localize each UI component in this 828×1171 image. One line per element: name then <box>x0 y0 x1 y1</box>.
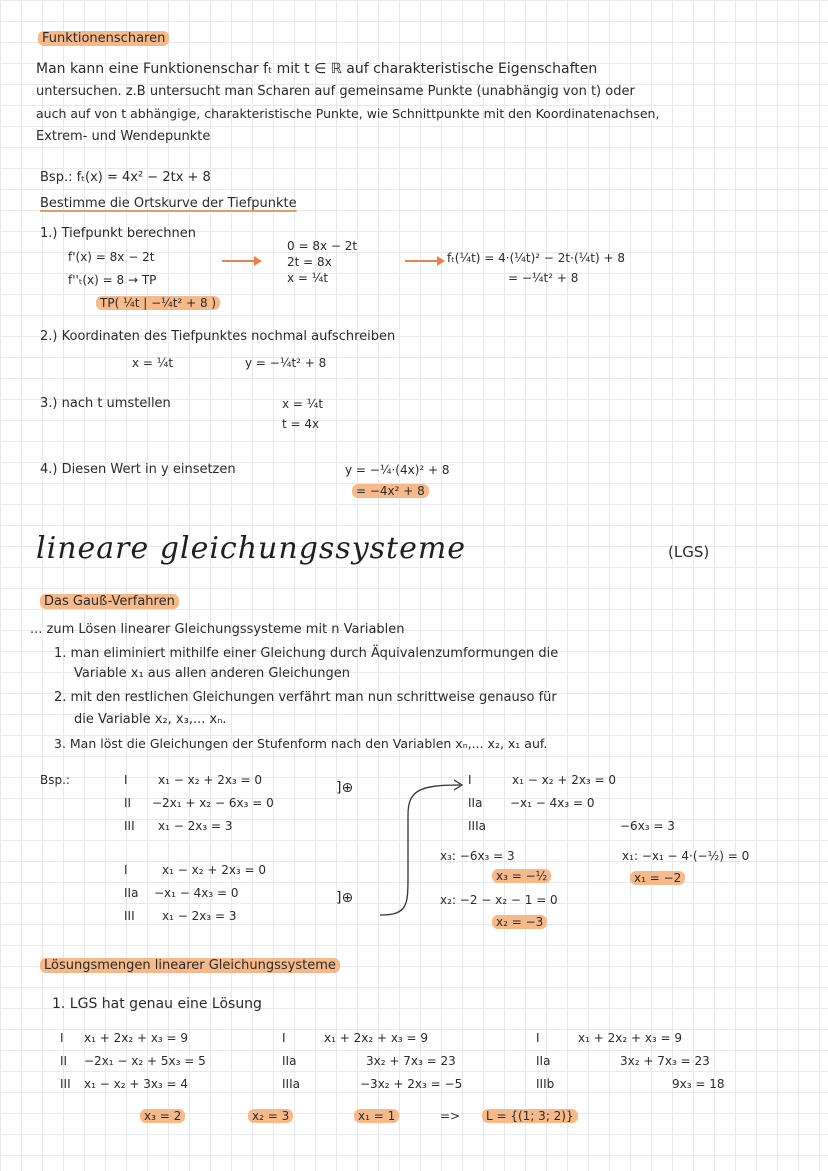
section-title-loesungsmengen: Lösungsmengen linearer Gleichungssysteme <box>40 958 340 974</box>
solve-x2-result: x₂ = −3 <box>492 914 547 930</box>
step1-eq-3: x = ¼t <box>287 271 329 285</box>
arrow-right-icon <box>405 260 443 262</box>
sysA-row-2: −2x₁ − x₂ + 5x₃ = 5 <box>84 1054 206 1068</box>
example-function: Bsp.: fₜ(x) = 4x² − 2tx + 8 <box>40 170 211 185</box>
step3-label: 3.) nach t umstellen <box>40 396 171 411</box>
step4-line-2: = −4x² + 8 <box>352 483 429 499</box>
intro-line-4: Extrem- und Wendepunkte <box>36 129 211 144</box>
task-ortskurve: Bestimme die Ortskurve der Tiefpunkte <box>40 196 297 211</box>
sys2-row-2: −x₁ − 4x₃ = 0 <box>154 886 239 900</box>
step1-first-derivative: f'(x) = 8x − 2t <box>68 250 155 264</box>
step1-second-derivative: f''ₜ(x) = 8 → TP <box>68 273 157 287</box>
sys3-label-IIIa: IIIa <box>468 819 486 833</box>
sys2-row-1: x₁ − x₂ + 2x₃ = 0 <box>162 863 267 877</box>
sys3-row-1: x₁ − x₂ + 2x₃ = 0 <box>512 773 617 787</box>
sys1-row-3: x₁ − 2x₃ = 3 <box>158 819 233 833</box>
step1-eq-1: 0 = 8x − 2t <box>287 239 358 253</box>
sys1-label-I: I <box>124 773 128 787</box>
sys3-label-I: I <box>468 773 472 787</box>
sysB-row-2: 3x₂ + 7x₃ = 23 <box>366 1054 456 1068</box>
sysC-label-I: I <box>536 1031 540 1045</box>
step2-x: x = ¼t <box>132 356 174 370</box>
solve-x2-equation: x₂: −2 − x₂ − 1 = 0 <box>440 893 558 907</box>
sys1-add-operation: ]⊕ <box>336 780 354 796</box>
sysB-label-IIa: IIa <box>282 1054 297 1068</box>
gauss-step-2a: 2. mit den restlichen Gleichungen verfährt man nun schrittweise genauso für <box>54 690 557 705</box>
sys2-add-operation: ]⊕ <box>336 890 354 906</box>
sysC-row-3: 9x₃ = 18 <box>672 1077 725 1091</box>
sysB-label-I: I <box>282 1031 286 1045</box>
result-x1: x₁ = 1 <box>354 1108 399 1124</box>
gauss-step-1a: 1. man eliminiert mithilfe einer Gleichung durch Äquivalenzumformungen die <box>54 646 559 661</box>
implies-symbol: => <box>440 1109 461 1123</box>
sys3-row-3: −6x₃ = 3 <box>620 819 675 833</box>
sys1-row-2: −2x₁ + x₂ − 6x₃ = 0 <box>152 796 274 810</box>
method-gauss-title: Das Gauß-Verfahren <box>40 594 179 610</box>
intro-line-1: Man kann eine Funktionenschar fₜ mit t ∈ ℝ auf charakteristische Eigenschaften <box>36 61 598 77</box>
step2-label: 2.) Koordinaten des Tiefpunktes nochmal aufschreiben <box>40 329 396 344</box>
example-label: Bsp.: <box>40 773 70 787</box>
sys2-label-IIa: IIa <box>124 886 139 900</box>
sysB-row-1: x₁ + 2x₂ + x₃ = 9 <box>324 1031 429 1045</box>
sysA-label-III: III <box>60 1077 71 1091</box>
step2-y: y = −¼t² + 8 <box>245 356 327 370</box>
sysB-label-IIIa: IIIa <box>282 1077 300 1091</box>
sys3-row-2: −x₁ − 4x₃ = 0 <box>510 796 595 810</box>
step4-label: 4.) Diesen Wert in y einsetzen <box>40 462 236 477</box>
gauss-step-3: 3. Man löst die Gleichungen der Stufenform nach den Variablen xₙ,... x₂, x₁ auf. <box>54 736 548 751</box>
section-title-lgs-abbr: (LGS) <box>668 543 710 561</box>
solve-x3-equation: x₃: −6x₃ = 3 <box>440 849 515 863</box>
sysA-label-I: I <box>60 1031 64 1045</box>
sys3-label-IIa: IIa <box>468 796 483 810</box>
sys1-label-II: II <box>124 796 132 810</box>
sys2-row-3: x₁ − 2x₃ = 3 <box>162 909 237 923</box>
arrow-right-icon <box>222 260 260 262</box>
step3-line-1: x = ¼t <box>282 397 324 411</box>
sysC-row-1: x₁ + 2x₂ + x₃ = 9 <box>578 1031 683 1045</box>
result-x3: x₃ = 2 <box>140 1108 185 1124</box>
intro-line-2: untersuchen. z.B untersucht man Scharen auf gemeinsame Punkte (unabhängig von t) oder <box>36 84 635 99</box>
solve-x1-equation: x₁: −x₁ − 4·(−½) = 0 <box>622 849 750 863</box>
step1-label: 1.) Tiefpunkt berechnen <box>40 226 196 241</box>
section-title-funktionenscharen: Funktionenscharen <box>38 31 169 47</box>
solve-x3-result: x₃ = −½ <box>492 868 551 884</box>
step1-substitution-1: fₜ(¼t) = 4·(¼t)² − 2t·(¼t) + 8 <box>447 251 625 265</box>
step4-line-1: y = −¼·(4x)² + 8 <box>345 463 450 477</box>
intro-line-3: auch auf von t abhängige, charakteristische Punkte, wie Schnittpunkte mit den Koordinatenachsen, <box>36 106 660 121</box>
gauss-step-2b: die Variable x₂, x₃,... xₙ. <box>74 712 227 727</box>
solution-set: L = {(1; 3; 2)} <box>482 1108 578 1124</box>
sys2-label-I: I <box>124 863 128 877</box>
case1-title: 1. LGS hat genau eine Lösung <box>52 996 262 1012</box>
sysA-row-1: x₁ + 2x₂ + x₃ = 9 <box>84 1031 189 1045</box>
sysA-row-3: x₁ − x₂ + 3x₃ = 4 <box>84 1077 189 1091</box>
sys1-row-1: x₁ − x₂ + 2x₃ = 0 <box>158 773 263 787</box>
section-title-lgs-script: lineare gleichungssysteme <box>36 531 467 566</box>
sysC-row-2: 3x₂ + 7x₃ = 23 <box>620 1054 710 1068</box>
step3-line-2: t = 4x <box>282 417 320 431</box>
sys1-label-III: III <box>124 819 135 833</box>
sysA-label-II: II <box>60 1054 68 1068</box>
solve-x1-result: x₁ = −2 <box>630 870 685 886</box>
sysB-row-3: −3x₂ + 2x₃ = −5 <box>360 1077 463 1091</box>
gauss-step-1b: Variable x₁ aus allen anderen Gleichungen <box>74 666 351 681</box>
sysC-label-IIa: IIa <box>536 1054 551 1068</box>
gauss-intro: ... zum Lösen linearer Gleichungssysteme mit n Variablen <box>30 622 405 637</box>
step1-substitution-2: = −¼t² + 8 <box>508 271 579 285</box>
step1-tiefpunkt: TP( ¼t | −¼t² + 8 ) <box>96 295 220 311</box>
step1-eq-2: 2t = 8x <box>287 255 332 269</box>
sysC-label-IIIb: IIIb <box>536 1077 555 1091</box>
result-x2: x₂ = 3 <box>248 1108 293 1124</box>
sys2-label-III: III <box>124 909 135 923</box>
